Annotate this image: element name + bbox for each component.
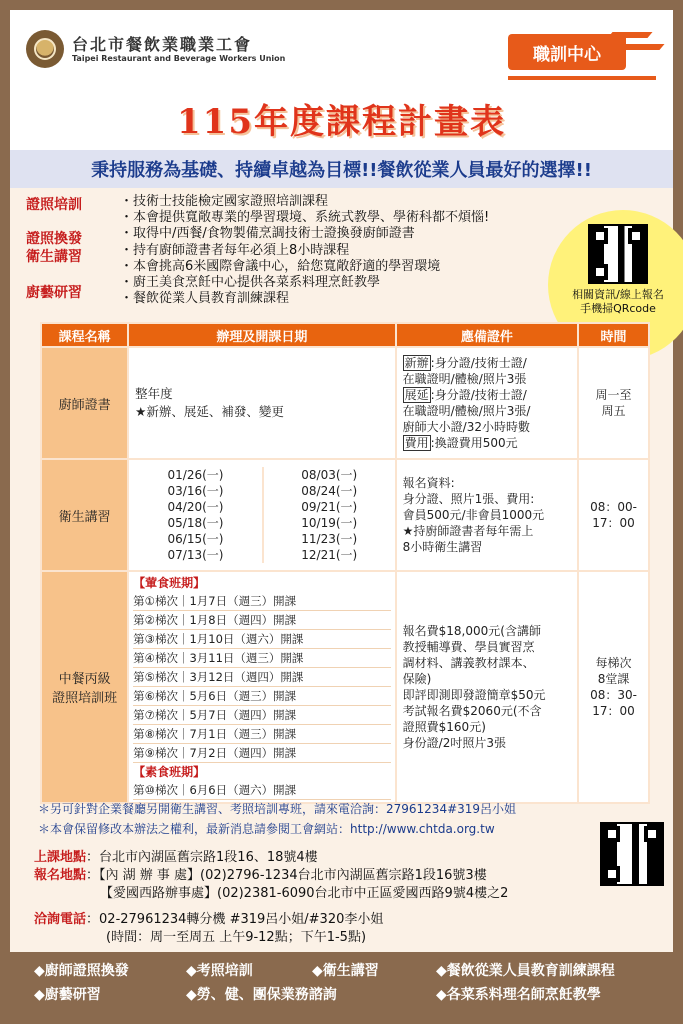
class-location: 上課地點：台北市內湖區舊宗路1段16、18號4樓 — [34, 850, 318, 865]
docs-cell — [396, 459, 578, 571]
qr-code-icon[interactable] — [588, 224, 648, 284]
course-name-line: 證照培訓班 — [52, 691, 118, 706]
table-row — [41, 459, 649, 571]
veg-class-label: 【素食班期】 — [133, 765, 206, 779]
doc-line: 在職證明/體檢/照片3張 — [402, 372, 527, 386]
course-name: 衛生講習 — [41, 459, 128, 571]
org-name-en: Taipei Restaurant and Beverage Workers Union — [72, 54, 286, 63]
feature-band — [10, 952, 673, 1014]
page-title: 115年度課程計畫表 — [177, 102, 506, 142]
date-item: 06/15(一) — [167, 532, 224, 546]
time-line: 17：00 — [592, 516, 635, 530]
column-header: 辦理及開課日期 — [128, 323, 396, 347]
doc-line: 考試報名費$2060元(不含 — [402, 704, 542, 718]
center-tag-underline — [508, 76, 656, 80]
time-line: 08：30- — [590, 688, 637, 702]
date-item: 07/13(一) — [167, 548, 224, 562]
feature-item: ◆餐飲從業人員教育訓練課程 — [436, 963, 615, 979]
feature-item: ◆各菜系料理名師烹飪教學 — [436, 987, 601, 1003]
center-tag: 職訓中心 — [508, 34, 626, 70]
decor-stripe — [619, 44, 664, 50]
feature-item: ◆衛生講習 — [312, 963, 379, 979]
table-header-row — [41, 323, 649, 347]
poster-page — [10, 10, 673, 1014]
schedule-cell — [128, 459, 396, 571]
category-label: 廚藝研習 — [26, 285, 82, 301]
doc-text: :身分證/技術士證/ — [430, 388, 527, 402]
date-item: 04/20(一) — [167, 500, 224, 514]
org-name-cn: 台北市餐飲業職業工會 — [72, 35, 253, 54]
list-item: ・ 廚王美食烹飪中心提供各菜系料理烹飪教學 — [120, 275, 489, 291]
class-location-address: 台北市內湖區舊宗路1段16、18號4樓 — [99, 850, 318, 865]
doc-line: 廚師大小證/32小時時數 — [402, 420, 530, 434]
course-name-line: 中餐丙級 — [58, 672, 111, 687]
registration-location: 報名地點：【內 湖 辦 事 處】(02)2796-1234台北市內湖區舊宗路1段16號3樓 — [34, 868, 487, 883]
list-item: ・ 持有廚師證書者每年必須上8小時課程 — [120, 243, 489, 259]
feature-item: ◆考照培訓 — [186, 963, 253, 979]
session-item: 第⑩梯次｜6月6日（週六）開課 — [133, 781, 391, 800]
doc-line: ★持廚師證書者每年需上 — [402, 524, 534, 538]
date-item: 01/26(一) — [167, 468, 224, 482]
docs-cell — [396, 347, 578, 459]
doc-text: :換證費用500元 — [430, 436, 518, 450]
schedule-line: ★新辦、展延、補發、變更 — [135, 404, 284, 419]
date-item: 11/23(一) — [301, 532, 358, 546]
course-name — [41, 571, 128, 803]
slogan-band — [10, 150, 673, 188]
date-item: 10/19(一) — [301, 516, 358, 530]
doc-line: 報名費$18,000元(含講師 — [402, 624, 541, 638]
date-item: 03/16(一) — [167, 484, 224, 498]
office-hours: (時間：周一至周五 上午9-12點；下午1-5點) — [106, 930, 367, 945]
doc-line — [403, 387, 571, 403]
time-cell — [578, 459, 649, 571]
doc-tag: 新辦 — [404, 356, 429, 370]
docs-cell — [396, 571, 578, 803]
footnote[interactable]: ＊本會保留修改本辦法之權利，最新消息請參閱工會網站：http://www.chtda.org.tw — [38, 822, 495, 836]
date-column-left — [129, 467, 262, 563]
slogan-text: 秉持服務為基礎、持續卓越為目標!!餐飲從業人員最好的選擇!! — [91, 160, 592, 181]
qr-caption-line: 相關資訊/線上報名 — [572, 288, 664, 301]
list-item: ・ 餐飲從業人員教育訓練課程 — [120, 291, 489, 307]
doc-line — [403, 435, 571, 451]
doc-line: 調材料、講義教材課本、 — [402, 656, 535, 670]
session-item: 第⑧梯次｜7月1日（週三）開課 — [133, 725, 391, 744]
session-item: 第⑥梯次｜5月6日（週三）開課 — [133, 687, 391, 706]
course-name: 廚師證書 — [41, 347, 128, 459]
feature-item: ◆勞、健、團保業務諮詢 — [186, 987, 337, 1003]
course-schedule-table — [40, 322, 650, 804]
date-columns — [129, 467, 395, 563]
doc-line: 8小時衛生講習 — [402, 540, 483, 554]
qr-caption — [558, 288, 678, 316]
qr-caption-line: 手機掃QRcode — [580, 302, 656, 315]
session-item: 第②梯次｜1月8日（週四）開課 — [133, 611, 391, 630]
time-line: 周五 — [601, 404, 626, 418]
time-cell — [578, 347, 649, 459]
time-line: 17：00 — [592, 704, 635, 718]
registration-office: 【內 湖 辦 事 處】(02)2796-1234台北市內湖區舊宗路1段16號3樓 — [99, 868, 487, 883]
header-band — [10, 10, 673, 150]
doc-line: 保險) — [402, 672, 432, 686]
registration-label: 報名地點 — [34, 868, 87, 883]
category-label: 證照培訓 — [26, 197, 82, 213]
date-item: 09/21(一) — [301, 500, 358, 514]
session-item: 第③梯次｜1月10日（週六）開課 — [133, 630, 391, 649]
registration-office: 【愛國西路辦事處】(02)2381-6090台北市中正區愛國西路9號4樓之2 — [100, 886, 509, 901]
time-line: 周一至 — [595, 388, 632, 402]
schedule-line: 整年度 — [135, 386, 173, 401]
list-item: ・ 本會挑高6米國際會議中心，給您寬敞舒適的學習環境 — [120, 259, 489, 275]
intro-bullet-list — [120, 194, 489, 307]
date-item: 05/18(一) — [167, 516, 224, 530]
meat-class-label: 【葷食班期】 — [133, 576, 206, 590]
session-item: 第⑦梯次｜5月7日（週四）開課 — [133, 706, 391, 725]
category-label: 衛生講習 — [26, 249, 82, 265]
doc-line: 證照費$160元) — [402, 720, 486, 734]
doc-line: 在職證明/體檢/照片3張/ — [402, 404, 531, 418]
list-item: ・ 取得中/西餐/食物製備烹調技術士證換發廚師證書 — [120, 226, 489, 242]
doc-line: 身分證、照片1張、費用: — [402, 492, 535, 506]
date-column-right — [262, 467, 395, 563]
doc-line — [403, 355, 571, 371]
schedule-cell — [128, 571, 396, 803]
doc-text: :身分證/技術士證/ — [430, 356, 527, 370]
phone-info: 洽詢電話：02-27961234轉分機 #319呂小姐/#320李小姐 — [34, 912, 384, 927]
doc-line: 會員500元/非會員1000元 — [402, 508, 545, 522]
date-item: 08/24(一) — [301, 484, 358, 498]
table-row — [41, 347, 649, 459]
doc-line: 教授輔導費、學員實習烹 — [402, 640, 535, 654]
session-item: 第①梯次｜1月7日（週三）開課 — [133, 592, 391, 611]
time-line: 每梯次 — [595, 656, 632, 670]
column-header: 課程名稱 — [41, 323, 128, 347]
list-item: ・ 技術士技能檢定國家證照培訓課程 — [120, 194, 489, 210]
phone-label: 洽詢電話 — [34, 912, 87, 927]
doc-tag: 費用 — [404, 436, 429, 450]
column-header: 時間 — [578, 323, 649, 347]
session-item: 第④梯次｜3月11日（週三）開課 — [133, 649, 391, 668]
table-row — [41, 571, 649, 803]
doc-line: 即評即測即發證簡章$50元 — [402, 688, 546, 702]
time-cell — [578, 571, 649, 803]
time-line: 08：00- — [590, 500, 637, 514]
category-label: 證照換發 — [26, 231, 82, 247]
union-logo-icon — [26, 30, 64, 68]
doc-tag: 展延 — [404, 388, 429, 402]
date-item: 12/21(一) — [301, 548, 358, 562]
doc-line: 身份證/2吋照片3張 — [402, 736, 506, 750]
qr-code-icon[interactable] — [600, 822, 664, 886]
list-item: ・ 本會提供寬敞專業的學習環境、系統式教學、學術科都不煩惱! — [120, 210, 489, 226]
class-location-label: 上課地點 — [34, 850, 87, 865]
session-item: 第⑨梯次｜7月2日（週四）開課 — [133, 744, 391, 763]
doc-line: 報名資料: — [402, 476, 455, 490]
feature-item: ◆廚藝研習 — [34, 987, 101, 1003]
schedule-cell — [128, 347, 396, 459]
phone-number: 02-27961234轉分機 #319呂小姐/#320李小姐 — [99, 912, 384, 927]
time-line: 8堂課 — [597, 672, 630, 686]
footnote: ＊另可針對企業餐廳另開衛生講習、考照培訓專班，請來電洽詢：27961234#319呂小姐 — [38, 802, 517, 816]
date-item: 08/03(一) — [301, 468, 358, 482]
feature-item: ◆廚師證照換發 — [34, 963, 129, 979]
column-header: 應備證件 — [396, 323, 578, 347]
session-item: 第⑤梯次｜3月12日（週四）開課 — [133, 668, 391, 687]
